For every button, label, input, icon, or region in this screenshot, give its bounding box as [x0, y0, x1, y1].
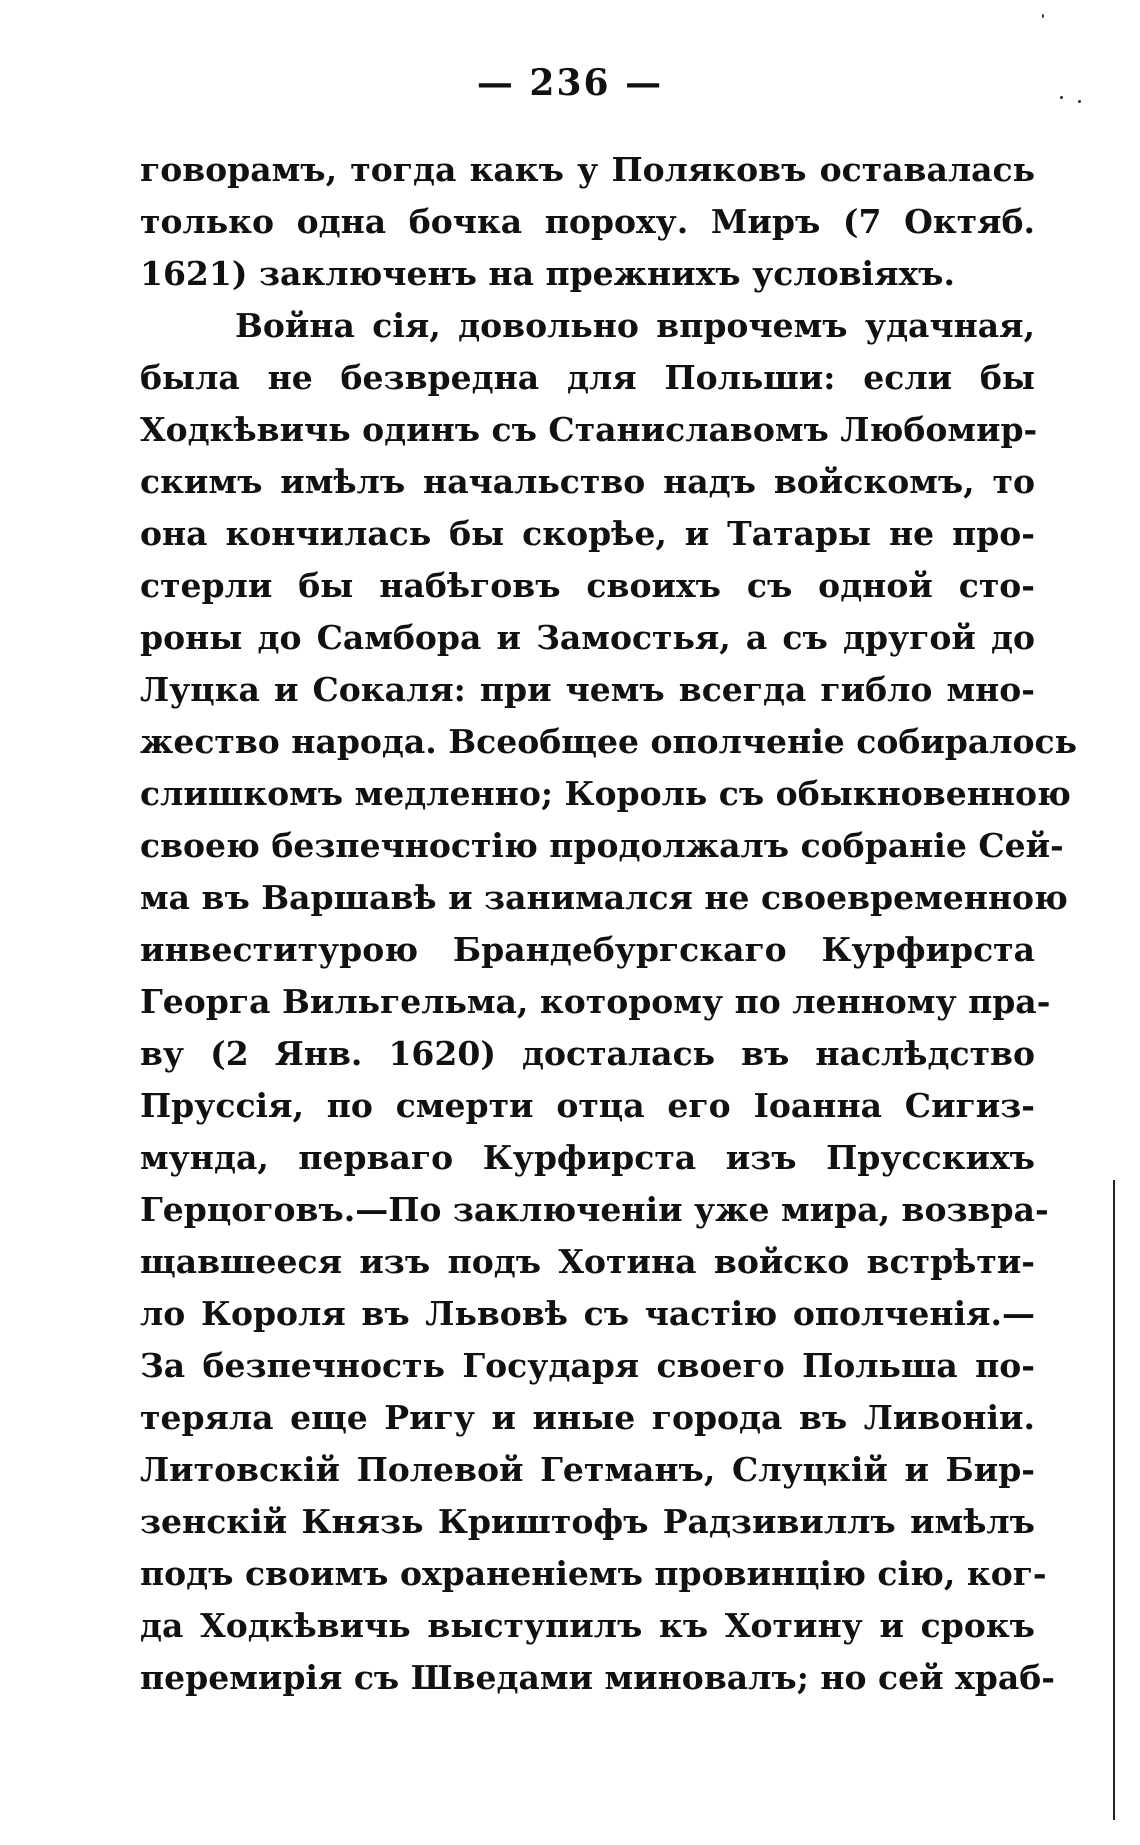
text-line: перемирія съ Шведами миновалъ; но сей храб- [140, 1658, 1055, 1697]
text-line: только одна бочка пороху. Миръ (7 Октяб. [140, 202, 1035, 241]
text-line: 1621) заключенъ на прежнихъ условіяхъ. [140, 254, 955, 293]
body-text [140, 144, 1078, 1704]
scan-edge-line [1113, 1180, 1115, 1820]
text-line: да Ходкѣвичь выступилъ къ Хотину и срокъ [140, 1606, 1035, 1645]
text-line: ма въ Варшавѣ и занимался не своевременною [140, 878, 1068, 917]
text-line: своею безпечностію продолжалъ собраніе Сей- [140, 826, 1064, 865]
text-line: Литовскій Полевой Гетманъ, Слуцкій и Бир- [140, 1450, 1035, 1489]
text-line: ло Короля въ Львовѣ съ частію ополченія.— [140, 1294, 1035, 1333]
text-line: Ходкѣвичь одинъ съ Станиславомъ Любомир- [140, 410, 1038, 449]
text-line: мунда, перваго Курфирста изъ Прусскихъ [140, 1138, 1035, 1177]
scan-speck [1042, 14, 1044, 18]
text-line: стерли бы набѣговъ своихъ съ одной сто- [140, 566, 1035, 605]
text-line: была не безвредна для Польши: если бы [140, 358, 1035, 397]
text-line: жество народа. Всеобщее ополченіе собиралось [140, 722, 1078, 761]
text-line: зенскій Князь Криштофъ Радзивиллъ имѣлъ [140, 1502, 1035, 1541]
text-line: инвеститурою Брандебургскаго Курфирста [140, 930, 1035, 969]
text-line: Герцоговъ.—По заключеніи уже мира, возвра- [140, 1190, 1049, 1229]
text-line: Луцка и Сокаля: при чемъ всегда гибло мно- [140, 670, 1035, 709]
text-line: Георга Вильгельма, которому по ленному пра- [140, 982, 1051, 1021]
text-line: она кончилась бы скорѣе, и Татары не про- [140, 514, 1035, 553]
text-line: роны до Самбора и Замостья, а съ другой до [140, 618, 1035, 657]
text-line: скимъ имѣлъ начальство надъ войскомъ, то [140, 462, 1035, 501]
page-number: — 236 — [476, 62, 664, 104]
text-line: теряла еще Ригу и иные города въ Ливоніи. [140, 1398, 1035, 1437]
paragraph-start-line: Война сія, довольно впрочемъ удачная, [235, 306, 1035, 345]
text-line: Пруссія, по смерти отца его Іоанна Сигиз- [140, 1086, 1035, 1125]
text-line: говорамъ, тогда какъ у Поляковъ оставалась [140, 150, 1035, 189]
scan-speck [1060, 96, 1063, 99]
text-line: подъ своимъ охраненіемъ провинцію сію, ког- [140, 1554, 1047, 1593]
text-line: слишкомъ медленно; Король съ обыкновенною [140, 774, 1071, 813]
scan-speck [1078, 100, 1081, 103]
text-line: ву (2 Янв. 1620) досталась въ наслѣдство [140, 1034, 1035, 1073]
text-line: щавшееся изъ подъ Хотина войско встрѣти- [140, 1242, 1035, 1281]
text-line: За безпечность Государя своего Польша по- [140, 1346, 1035, 1385]
